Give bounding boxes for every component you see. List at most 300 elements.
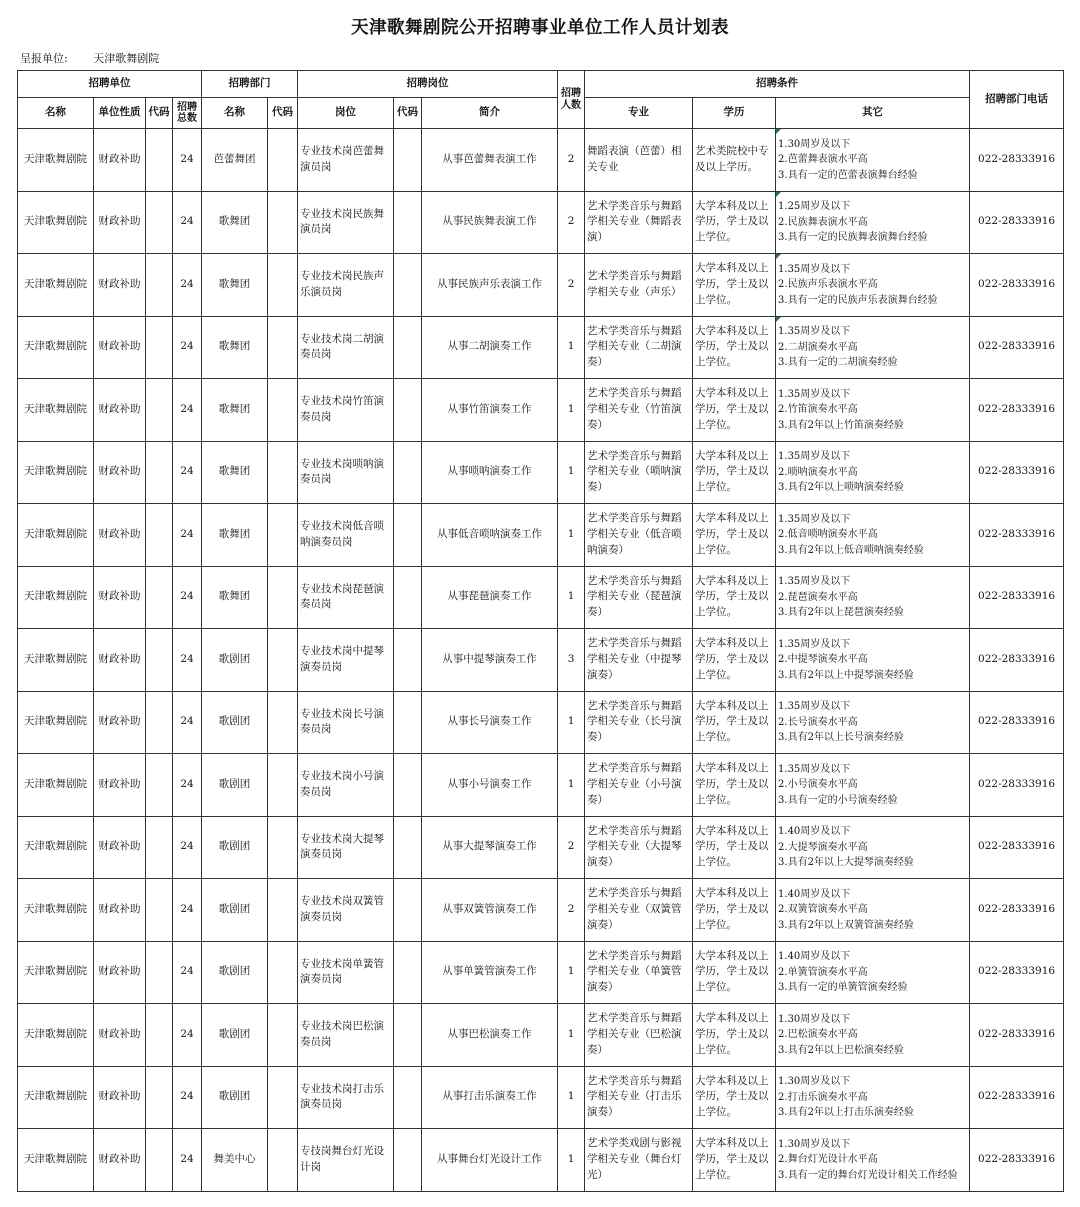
dept-name-cell: 歌舞团 [202,316,268,379]
requirement-line: 2.中提琴演奏水平高 [778,654,868,665]
post-code-cell [394,504,422,567]
major-cell: 艺术学类音乐与舞蹈学相关专业（大提琴演奏） [585,816,693,879]
education-cell: 大学本科及以上学历，学士及以上学位。 [693,691,776,754]
post-code-cell [394,816,422,879]
post-name-cell: 专业技术岗打击乐演奏员岗 [298,1066,394,1129]
post-code-cell [394,316,422,379]
unit-code-cell [146,879,173,942]
dept-code-cell [268,629,298,692]
table-row [18,629,1064,692]
cell-comment-marker-icon [776,192,781,197]
unit-name-cell: 天津歌舞剧院 [18,879,94,942]
header-recruiting-post: 招聘岗位 [298,71,558,98]
requirement-line: 1.25周岁及以下 [778,201,851,212]
requirement-line: 1.35周岁及以下 [778,451,851,462]
requirement-line: 3.具有一定的单簧管演奏经验 [778,982,908,993]
unit-total-cell: 24 [173,316,202,379]
unit-name-cell: 天津歌舞剧院 [18,566,94,629]
dept-name-cell: 芭蕾舞团 [202,129,268,192]
recruitment-plan-table [17,70,1064,1192]
requirement-line: 3.具有2年以上唢呐演奏经验 [778,482,904,493]
unit-name-cell: 天津歌舞剧院 [18,379,94,442]
requirement-line: 2.大提琴演奏水平高 [778,841,868,853]
requirement-line: 2.竹笛演奏水平高 [778,404,858,415]
post-code-cell [394,754,422,817]
requirement-line: 3.具有2年以上大提琴演奏经验 [778,857,914,868]
education-cell: 大学本科及以上学历，学士及以上学位。 [693,316,776,379]
unit-nature-cell: 财政补助 [94,879,146,942]
education-cell: 大学本科及以上学历，学士及以上学位。 [693,816,776,879]
unit-nature-cell: 财政补助 [94,379,146,442]
major-cell: 艺术学类音乐与舞蹈学相关专业（舞蹈表演） [585,191,693,254]
post-intro-cell: 从事二胡演奏工作 [422,316,558,379]
unit-code-cell [146,754,173,817]
requirement-line: 3.具有2年以上琵琶演奏经验 [778,607,904,618]
headcount-cell: 1 [558,379,585,442]
education-cell: 大学本科及以上学历，学士及以上学位。 [693,191,776,254]
header-unit-total: 招聘总数 [173,98,202,129]
requirement-line: 2.民族声乐表演水平高 [778,279,878,290]
dept-name-cell: 歌舞团 [202,254,268,317]
dept-name-cell: 歌剧团 [202,941,268,1004]
dept-code-cell [268,1066,298,1129]
dept-name-cell: 歌剧团 [202,691,268,754]
other-requirements-cell [776,1004,970,1067]
phone-cell: 022-28333916 [970,441,1064,504]
other-requirements-cell [776,129,970,192]
requirement-line: 1.35周岁及以下 [778,263,851,275]
requirement-line: 2.二胡演奏水平高 [778,341,858,353]
requirement-line: 3.具有一定的小号演奏经验 [778,794,898,806]
other-requirements-cell [776,629,970,692]
unit-total-cell: 24 [173,191,202,254]
unit-nature-cell: 财政补助 [94,754,146,817]
requirement-line: 1.35周岁及以下 [778,576,851,587]
unit-nature-cell: 财政补助 [94,629,146,692]
unit-total-cell: 24 [173,566,202,629]
dept-name-cell: 歌舞团 [202,191,268,254]
header-post-intro: 简介 [422,98,558,129]
headcount-cell: 1 [558,316,585,379]
dept-code-cell [268,254,298,317]
unit-code-cell [146,629,173,692]
post-code-cell [394,191,422,254]
requirement-line: 2.舞台灯光设计水平高 [778,1154,878,1165]
phone-cell: 022-28333916 [970,879,1064,942]
dept-code-cell [268,504,298,567]
unit-code-cell [146,1066,173,1129]
phone-cell: 022-28333916 [970,566,1064,629]
requirement-line: 1.35周岁及以下 [778,701,851,712]
unit-name-cell: 天津歌舞剧院 [18,316,94,379]
phone-cell: 022-28333916 [970,191,1064,254]
other-requirements-cell [776,1129,970,1192]
requirement-line: 1.30周岁及以下 [778,1076,851,1087]
post-name-cell: 专业技术岗低音唢呐演奏员岗 [298,504,394,567]
major-cell: 舞蹈表演（芭蕾）相关专业 [585,129,693,192]
table-row [18,379,1064,442]
requirement-line: 1.30周岁及以下 [778,138,851,150]
post-code-cell [394,1066,422,1129]
post-intro-cell: 从事中提琴演奏工作 [422,629,558,692]
header-major: 专业 [585,98,693,129]
education-cell: 大学本科及以上学历，学士及以上学位。 [693,504,776,567]
header-unit-code: 代码 [146,98,173,129]
post-code-cell [394,629,422,692]
unit-name-cell: 天津歌舞剧院 [18,754,94,817]
unit-nature-cell: 财政补助 [94,941,146,1004]
post-code-cell [394,129,422,192]
requirement-line: 2.民族舞表演水平高 [778,216,868,228]
phone-cell: 022-28333916 [970,941,1064,1004]
reporting-unit [20,50,159,66]
header-post-code: 代码 [394,98,422,129]
dept-name-cell: 舞美中心 [202,1129,268,1192]
requirement-line: 3.具有一定的民族舞表演舞台经验 [778,232,928,243]
requirement-line: 2.琵琶演奏水平高 [778,591,858,603]
post-intro-cell: 从事大提琴演奏工作 [422,816,558,879]
unit-code-cell [146,941,173,1004]
requirement-line: 3.具有2年以上低音唢呐演奏经验 [778,544,924,556]
header-recruiting-unit: 招聘单位 [18,71,202,98]
headcount-cell: 1 [558,691,585,754]
major-cell: 艺术学类音乐与舞蹈学相关专业（打击乐演奏） [585,1066,693,1129]
dept-name-cell: 歌舞团 [202,504,268,567]
unit-code-cell [146,1004,173,1067]
post-intro-cell: 从事小号演奏工作 [422,754,558,817]
unit-nature-cell: 财政补助 [94,691,146,754]
table-row [18,754,1064,817]
headcount-cell: 1 [558,566,585,629]
major-cell: 艺术学类音乐与舞蹈学相关专业（竹笛演奏） [585,379,693,442]
phone-cell: 022-28333916 [970,754,1064,817]
unit-nature-cell: 财政补助 [94,1066,146,1129]
post-name-cell: 专业技术岗中提琴演奏员岗 [298,629,394,692]
unit-nature-cell: 财政补助 [94,129,146,192]
post-intro-cell: 从事唢呐演奏工作 [422,441,558,504]
unit-name-cell: 天津歌舞剧院 [18,191,94,254]
unit-name-cell: 天津歌舞剧院 [18,1066,94,1129]
phone-cell: 022-28333916 [970,1066,1064,1129]
dept-code-cell [268,129,298,192]
requirement-line: 2.双簧管演奏水平高 [778,904,868,915]
table-row [18,191,1064,254]
major-cell: 艺术学类音乐与舞蹈学相关专业（单簧管演奏） [585,941,693,1004]
other-requirements-cell [776,941,970,1004]
unit-code-cell [146,191,173,254]
phone-cell: 022-28333916 [970,629,1064,692]
unit-total-cell: 24 [173,379,202,442]
requirement-line: 2.小号演奏水平高 [778,779,858,790]
dept-code-cell [268,754,298,817]
headcount-cell: 2 [558,254,585,317]
unit-total-cell: 24 [173,941,202,1004]
headcount-cell: 2 [558,879,585,942]
header-education: 学历 [693,98,776,129]
table-row [18,441,1064,504]
post-intro-cell: 从事巴松演奏工作 [422,1004,558,1067]
cell-comment-marker-icon [776,129,781,134]
education-cell: 大学本科及以上学历，学士及以上学位。 [693,1066,776,1129]
requirement-line: 1.40周岁及以下 [778,951,851,962]
unit-name-cell: 天津歌舞剧院 [18,691,94,754]
unit-code-cell [146,691,173,754]
post-name-cell: 专业技术岗大提琴演奏员岗 [298,816,394,879]
header-headcount: 招聘人数 [558,71,585,129]
requirement-line: 2.巴松演奏水平高 [778,1029,858,1040]
requirement-line: 1.35周岁及以下 [778,763,851,775]
requirement-line: 2.长号演奏水平高 [778,716,858,728]
dept-name-cell: 歌舞团 [202,566,268,629]
post-intro-cell: 从事竹笛演奏工作 [422,379,558,442]
table-row [18,879,1064,942]
post-code-cell [394,691,422,754]
post-code-cell [394,566,422,629]
requirement-line: 2.打击乐演奏水平高 [778,1091,868,1103]
unit-code-cell [146,129,173,192]
other-requirements-cell [776,754,970,817]
dept-name-cell: 歌剧团 [202,629,268,692]
phone-cell: 022-28333916 [970,504,1064,567]
requirement-line: 3.具有2年以上巴松演奏经验 [778,1044,904,1056]
unit-name-cell: 天津歌舞剧院 [18,441,94,504]
headcount-cell: 1 [558,754,585,817]
dept-name-cell: 歌舞团 [202,379,268,442]
header-phone: 招聘部门电话 [970,71,1064,129]
table-row [18,566,1064,629]
reporting-unit-value: 天津歌舞剧院 [93,52,160,65]
headcount-cell: 1 [558,504,585,567]
unit-total-cell: 24 [173,754,202,817]
unit-total-cell: 24 [173,254,202,317]
major-cell: 艺术学类戏剧与影视学相关专业（舞台灯光） [585,1129,693,1192]
unit-nature-cell: 财政补助 [94,316,146,379]
other-requirements-cell [776,191,970,254]
requirement-line: 3.具有2年以上竹笛演奏经验 [778,419,904,431]
unit-total-cell: 24 [173,129,202,192]
requirement-line: 1.40周岁及以下 [778,826,851,837]
headcount-cell: 2 [558,816,585,879]
education-cell: 大学本科及以上学历，学士及以上学位。 [693,254,776,317]
unit-name-cell: 天津歌舞剧院 [18,504,94,567]
requirement-line: 2.单簧管演奏水平高 [778,966,868,978]
dept-name-cell: 歌剧团 [202,754,268,817]
major-cell: 艺术学类音乐与舞蹈学相关专业（双簧管演奏） [585,879,693,942]
requirement-line: 3.具有一定的民族声乐表演舞台经验 [778,294,938,306]
post-name-cell: 专业技术岗唢呐演奏员岗 [298,441,394,504]
other-requirements-cell [776,441,970,504]
headcount-cell: 1 [558,1004,585,1067]
unit-code-cell [146,379,173,442]
requirement-line: 3.具有2年以上打击乐演奏经验 [778,1107,914,1118]
post-code-cell [394,1129,422,1192]
other-requirements-cell [776,379,970,442]
education-cell: 大学本科及以上学历，学士及以上学位。 [693,1004,776,1067]
education-cell: 大学本科及以上学历，学士及以上学位。 [693,754,776,817]
post-intro-cell: 从事琵琶演奏工作 [422,566,558,629]
requirement-line: 3.具有2年以上双簧管演奏经验 [778,919,914,931]
unit-code-cell [146,1129,173,1192]
requirement-line: 1.35周岁及以下 [778,513,851,525]
unit-nature-cell: 财政补助 [94,441,146,504]
table-row [18,254,1064,317]
header-other: 其它 [776,98,970,129]
post-code-cell [394,379,422,442]
post-name-cell: 专业技术岗二胡演奏员岗 [298,316,394,379]
education-cell: 艺术类院校中专及以上学历。 [693,129,776,192]
unit-name-cell: 天津歌舞剧院 [18,816,94,879]
education-cell: 大学本科及以上学历，学士及以上学位。 [693,629,776,692]
table-row [18,816,1064,879]
requirement-line: 3.具有一定的舞台灯光设计相关工作经验 [778,1169,958,1181]
post-intro-cell: 从事民族舞表演工作 [422,191,558,254]
post-name-cell: 专业技术岗民族舞演员岗 [298,191,394,254]
unit-code-cell [146,816,173,879]
post-intro-cell: 从事舞台灯光设计工作 [422,1129,558,1192]
major-cell: 艺术学类音乐与舞蹈学相关专业（巴松演奏） [585,1004,693,1067]
unit-total-cell: 24 [173,1129,202,1192]
dept-code-cell [268,1004,298,1067]
unit-nature-cell: 财政补助 [94,504,146,567]
unit-total-cell: 24 [173,816,202,879]
post-name-cell: 专技岗舞台灯光设计岗 [298,1129,394,1192]
post-name-cell: 专业技术岗单簧管演奏员岗 [298,941,394,1004]
post-intro-cell: 从事芭蕾舞表演工作 [422,129,558,192]
other-requirements-cell [776,691,970,754]
unit-code-cell [146,504,173,567]
unit-code-cell [146,441,173,504]
dept-code-cell [268,191,298,254]
requirement-line: 3.具有一定的二胡演奏经验 [778,357,898,368]
table-body [18,129,1064,1192]
unit-total-cell: 24 [173,1066,202,1129]
unit-name-cell: 天津歌舞剧院 [18,629,94,692]
unit-nature-cell: 财政补助 [94,254,146,317]
table-header [18,71,1064,129]
phone-cell: 022-28333916 [970,1004,1064,1067]
post-code-cell [394,254,422,317]
header-conditions: 招聘条件 [585,71,970,98]
major-cell: 艺术学类音乐与舞蹈学相关专业（二胡演奏） [585,316,693,379]
phone-cell: 022-28333916 [970,816,1064,879]
post-code-cell [394,941,422,1004]
unit-name-cell: 天津歌舞剧院 [18,129,94,192]
headcount-cell: 2 [558,129,585,192]
post-intro-cell: 从事长号演奏工作 [422,691,558,754]
education-cell: 大学本科及以上学历，学士及以上学位。 [693,379,776,442]
unit-name-cell: 天津歌舞剧院 [18,941,94,1004]
post-code-cell [394,1004,422,1067]
major-cell: 艺术学类音乐与舞蹈学相关专业（长号演奏） [585,691,693,754]
post-name-cell: 专业技术岗民族声乐演员岗 [298,254,394,317]
major-cell: 艺术学类音乐与舞蹈学相关专业（中提琴演奏） [585,629,693,692]
headcount-cell: 1 [558,1129,585,1192]
post-code-cell [394,441,422,504]
unit-nature-cell: 财政补助 [94,566,146,629]
table-row [18,1004,1064,1067]
requirement-line: 2.唢呐演奏水平高 [778,466,858,478]
unit-total-cell: 24 [173,1004,202,1067]
requirement-line: 3.具有2年以上长号演奏经验 [778,732,904,743]
phone-cell: 022-28333916 [970,316,1064,379]
unit-code-cell [146,316,173,379]
phone-cell: 022-28333916 [970,1129,1064,1192]
post-intro-cell: 从事双簧管演奏工作 [422,879,558,942]
requirement-line: 3.具有2年以上中提琴演奏经验 [778,669,914,681]
unit-total-cell: 24 [173,441,202,504]
dept-code-cell [268,566,298,629]
unit-name-cell: 天津歌舞剧院 [18,1129,94,1192]
unit-nature-cell: 财政补助 [94,1004,146,1067]
post-name-cell: 专业技术岗琵琶演奏员岗 [298,566,394,629]
table-row [18,1129,1064,1192]
dept-code-cell [268,316,298,379]
post-name-cell: 专业技术岗巴松演奏员岗 [298,1004,394,1067]
requirement-line: 1.30周岁及以下 [778,1013,851,1025]
dept-code-cell [268,1129,298,1192]
unit-nature-cell: 财政补助 [94,816,146,879]
post-name-cell: 专业技术岗竹笛演奏员岗 [298,379,394,442]
education-cell: 大学本科及以上学历，学士及以上学位。 [693,566,776,629]
post-code-cell [394,879,422,942]
header-post-name: 岗位 [298,98,394,129]
major-cell: 艺术学类音乐与舞蹈学相关专业（唢呐演奏） [585,441,693,504]
table-row [18,1066,1064,1129]
requirement-line: 1.35周岁及以下 [778,326,851,337]
post-intro-cell: 从事低音唢呐演奏工作 [422,504,558,567]
requirement-line: 1.35周岁及以下 [778,638,851,650]
other-requirements-cell [776,504,970,567]
dept-code-cell [268,379,298,442]
headcount-cell: 1 [558,1066,585,1129]
post-intro-cell: 从事打击乐演奏工作 [422,1066,558,1129]
headcount-cell: 1 [558,941,585,1004]
cell-comment-marker-icon [776,254,781,259]
major-cell: 艺术学类音乐与舞蹈学相关专业（琵琶演奏） [585,566,693,629]
other-requirements-cell [776,566,970,629]
phone-cell: 022-28333916 [970,129,1064,192]
dept-code-cell [268,941,298,1004]
unit-code-cell [146,566,173,629]
post-name-cell: 专业技术岗双簧管演奏员岗 [298,879,394,942]
reporting-unit-label: 呈报单位: [20,52,68,65]
table-row [18,504,1064,567]
requirement-line: 2.芭蕾舞表演水平高 [778,154,868,165]
unit-total-cell: 24 [173,629,202,692]
major-cell: 艺术学类音乐与舞蹈学相关专业（小号演奏） [585,754,693,817]
education-cell: 大学本科及以上学历，学士及以上学位。 [693,441,776,504]
dept-name-cell: 歌剧团 [202,1066,268,1129]
dept-name-cell: 歌剧团 [202,816,268,879]
major-cell: 艺术学类音乐与舞蹈学相关专业（低音唢呐演奏） [585,504,693,567]
education-cell: 大学本科及以上学历，学士及以上学位。 [693,879,776,942]
unit-total-cell: 24 [173,504,202,567]
post-name-cell: 专业技术岗小号演奏员岗 [298,754,394,817]
post-intro-cell: 从事单簧管演奏工作 [422,941,558,1004]
phone-cell: 022-28333916 [970,254,1064,317]
requirement-line: 1.40周岁及以下 [778,888,851,900]
table-row [18,691,1064,754]
dept-code-cell [268,816,298,879]
dept-name-cell: 歌剧团 [202,879,268,942]
post-name-cell: 专业技术岗芭蕾舞演员岗 [298,129,394,192]
header-dept-code: 代码 [268,98,298,129]
requirement-line: 1.35周岁及以下 [778,388,851,400]
header-unit-nature: 单位性质 [94,98,146,129]
unit-name-cell: 天津歌舞剧院 [18,1004,94,1067]
cell-comment-marker-icon [776,317,781,322]
education-cell: 大学本科及以上学历，学士及以上学位。 [693,941,776,1004]
